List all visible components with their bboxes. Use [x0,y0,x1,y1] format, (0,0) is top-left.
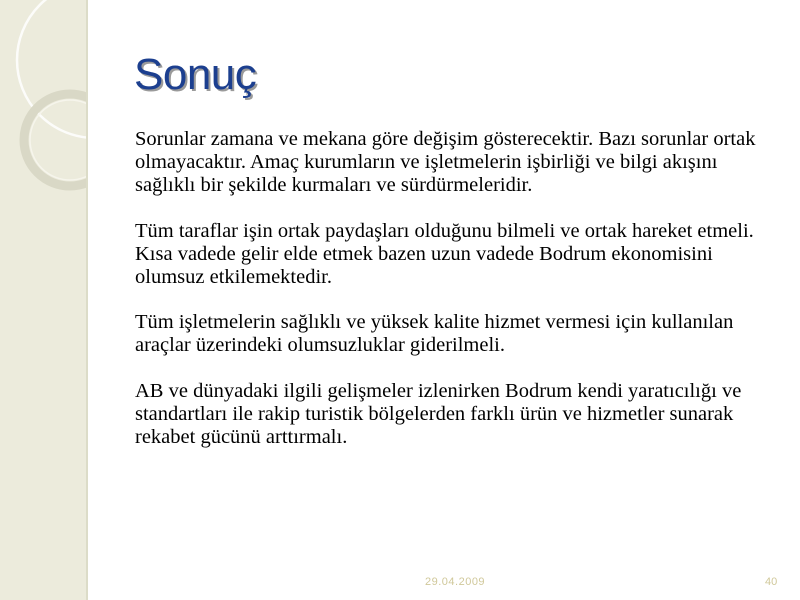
footer-date: 29.04.2009 [425,576,486,588]
slide-title: Sonuç [134,50,257,99]
page-number: 40 [765,576,778,588]
paragraph-1: Sorunlar zamana ve mekana göre değişim gösterecektir. Bazı sorunlar ortak olmayacaktır. Amaç kurumların ve işletmelerin işbirliği ve bilgi akışını sağlıklı bir şekilde kurmaları ve sürdürmeleridir. [135,128,756,197]
decorative-sidebar [0,0,88,600]
paragraph-3: Tüm işletmelerin sağlıklı ve yüksek kalite hizmet vermesi için kullanılan araçlar üzerindeki olumsuzluklar giderilmeli. [135,311,734,357]
decorative-circles [0,0,88,600]
slide-body [135,128,775,471]
paragraph-2: Tüm taraflar işin ortak paydaşları olduğunu bilmeli ve ortak hareket etmeli. Kısa vadede gelir elde etmek bazen uzun vadede Bodrum ekonomisini olumsuz etkilemektedir. [135,219,754,289]
paragraph-4: AB ve dünyadaki ilgili gelişmeler izlenirken Bodrum kendi yaratıcılığı ve standartları ile rakip turistik bölgelerden farklı ürün ve hizmetler sunarak rekabet gücünü arttırmalı. [135,379,742,449]
sidebar-edge [86,0,88,600]
